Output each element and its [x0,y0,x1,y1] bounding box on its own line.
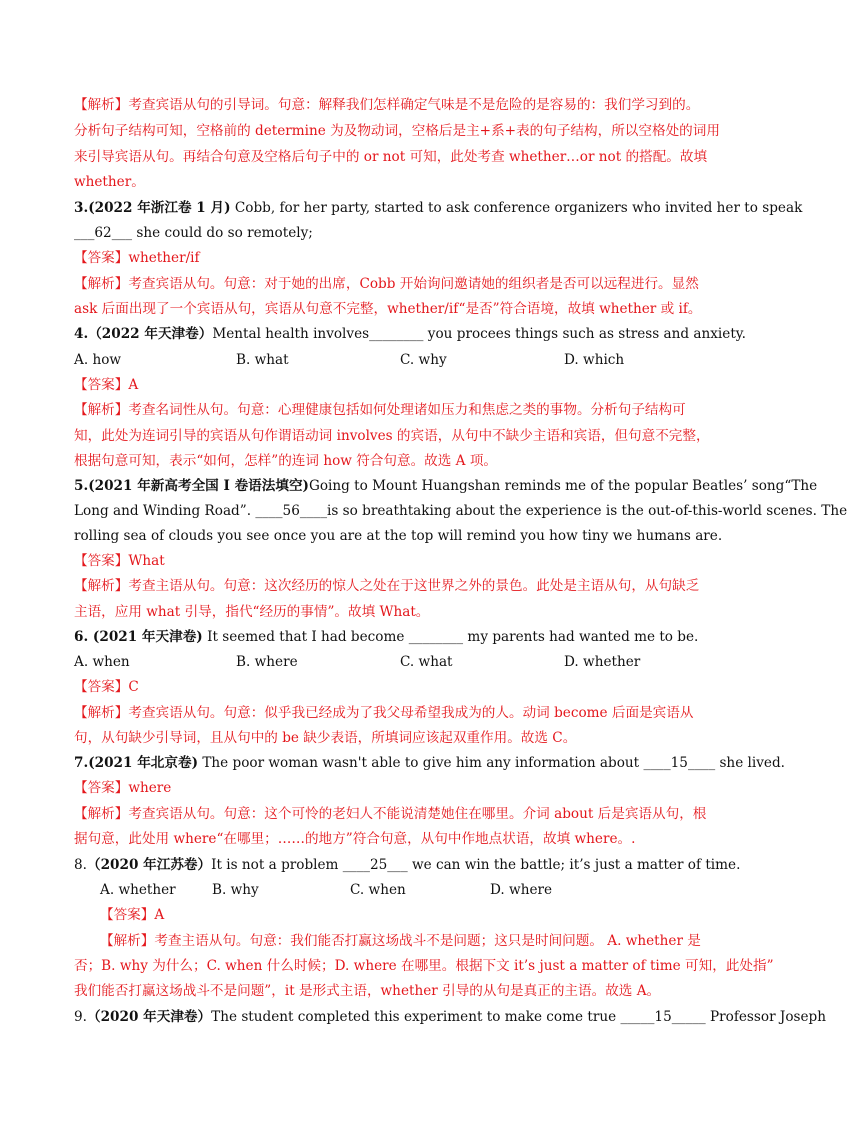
question-source: (2021 年新高考全国 I 卷语法填空) [88,478,309,494]
question-text: Going to Mount Huangshan reminds me of the popular Beatles’ song“The [309,478,818,494]
analysis-line: 【解析】考查主语从句。句意：我们能否打赢这场战斗不是问题；这只是时间问题。 A. whether 是 [100,933,701,949]
answer-line: 【答案】C [74,679,139,695]
analysis-line: whether。 [74,174,145,190]
option-a: A. whether [100,882,176,898]
question-text: ___62___ she could do so remotely; [74,225,313,241]
question-source: （2020 年天津卷） [86,1009,212,1025]
question-source: (2021 年天津卷) [88,629,203,645]
question-source: (2022 年浙江卷 1 月) [88,200,231,216]
option-b: B. where [236,654,298,670]
option-b: B. what [236,352,289,368]
question-number: 9. [74,1009,87,1025]
analysis-line: 分析句子结构可知，空格前的 determine 为及物动词，空格后是主+系+表的句子结构，所以空格处的词用 [74,123,720,139]
option-d: D. where [490,882,553,898]
option-c: C. what [400,654,453,670]
question-text: It is not a problem ____25___ we can win the battle; it’s just a matter of time. [211,857,741,873]
question-text: The student completed this experiment to make come true _____15_____ Professor Joseph [211,1009,827,1025]
question-number: 5. [74,478,89,494]
question-7-stem [74,754,785,772]
analysis-line: 【解析】考查主语从句。句意：这次经历的惊人之处在于这世界之外的景色。此处是主语从句，从句缺乏 [74,578,700,594]
analysis-line: 来引导宾语从句。再结合句意及空格后句子中的 or not 可知，此处考查 whether…or not 的搭配。故填 [74,149,708,165]
question-3-stem [74,199,803,217]
answer-line: 【答案】where [74,780,172,796]
option-c: C. why [400,352,447,368]
analysis-line: 【解析】考查宾语从句。句意：这个可怜的老妇人不能说清楚她住在哪里。介词 about 后是宾语从句，根 [74,806,707,822]
question-text: It seemed that I had become ________ my parents had wanted me to be. [202,629,699,645]
analysis-line: 句，从句缺少引导词，且从句中的 be 缺少表语，所填词应该起双重作用。故选 C。 [74,730,577,746]
option-c: C. when [350,882,406,898]
option-a: A. how [74,352,122,368]
question-text: The poor woman wasn't able to give him any information about ____15____ she lived. [198,755,785,771]
option-b: B. why [212,882,259,898]
question-source: （2022 年天津卷） [88,326,213,342]
question-number: 3. [74,200,89,216]
answer-line: 【答案】whether/if [74,250,200,266]
analysis-line: 知，此处为连词引导的宾语从句作谓语动词 involves 的宾语，从句中不缺少主语和宾语，但句意不完整， [74,428,710,444]
question-source: (2021 年北京卷) [88,755,199,771]
question-number: 8. [74,857,87,873]
question-text: Mental health involves________ you procees things such as stress and anxiety. [212,326,746,342]
analysis-line: 根据句意可知，表示“如何，怎样”的连词 how 符合句意。故选 A 项。 [74,453,498,469]
analysis-line: 主语，应用 what 引导，指代“经历的事情”。故填 What。 [74,604,430,620]
question-text: Cobb, for her party, started to ask conference organizers who invited her to speak [230,200,803,216]
question-6-stem [74,628,728,646]
analysis-line: ask 后面出现了一个宾语从句，宾语从句意不完整，whether/if“是否”符合语境，故填 whether 或 if。 [74,301,702,317]
answer-line: 【答案】A [100,907,165,923]
question-source: （2020 年江苏卷） [86,857,212,873]
analysis-line: 据句意，此处用 where“在哪里；……的地方”符合句意，从句中作地点状语，故填 where。. [74,831,636,847]
question-8-stem [74,856,741,874]
option-a: A. when [74,654,130,670]
option-d: D. whether [564,654,641,670]
answer-line: 【答案】A [74,377,139,393]
analysis-line: 【解析】考查名词性从句。句意：心理健康包括如何处理诸如压力和焦虑之类的事物。分析句子结构可 [74,402,686,418]
question-9-stem [74,1008,827,1026]
question-4-stem [74,325,746,343]
question-number: 7. [74,755,89,771]
analysis-line: 否；B. why 为什么；C. when 什么时候；D. where 在哪里。根据下文 it’s just a matter of time 可知，此处指” [74,958,774,974]
question-5-stem [74,477,818,495]
answer-line: 【答案】What [74,553,165,569]
option-d: D. which [564,352,625,368]
analysis-line: 【解析】考查宾语从句。句意：对于她的出席，Cobb 开始询问邀请她的组织者是否可以远程进行。显然 [74,276,699,292]
analysis-line: 【解析】考查宾语从句。句意：似乎我已经成为了我父母希望我成为的人。动词 become 后面是宾语从 [74,705,694,721]
question-number: 4. [74,326,89,342]
question-text: Long and Winding Road”. ____56____is so breathtaking about the experience is the out-of-this-world scenes. The [74,503,847,519]
question-number: 6. [74,629,89,645]
analysis-line: 【解析】考查宾语从句的引导词。句意：解释我们怎样确定气味是不是危险的是容易的：我们学习到的。 [74,97,700,113]
analysis-line: 我们能否打赢这场战斗不是问题”，it 是形式主语，whether 引导的从句是真正的主语。故选 A。 [74,983,661,999]
question-text: rolling sea of clouds you see once you are at the top will remind you how tiny we humans are. [74,528,723,544]
